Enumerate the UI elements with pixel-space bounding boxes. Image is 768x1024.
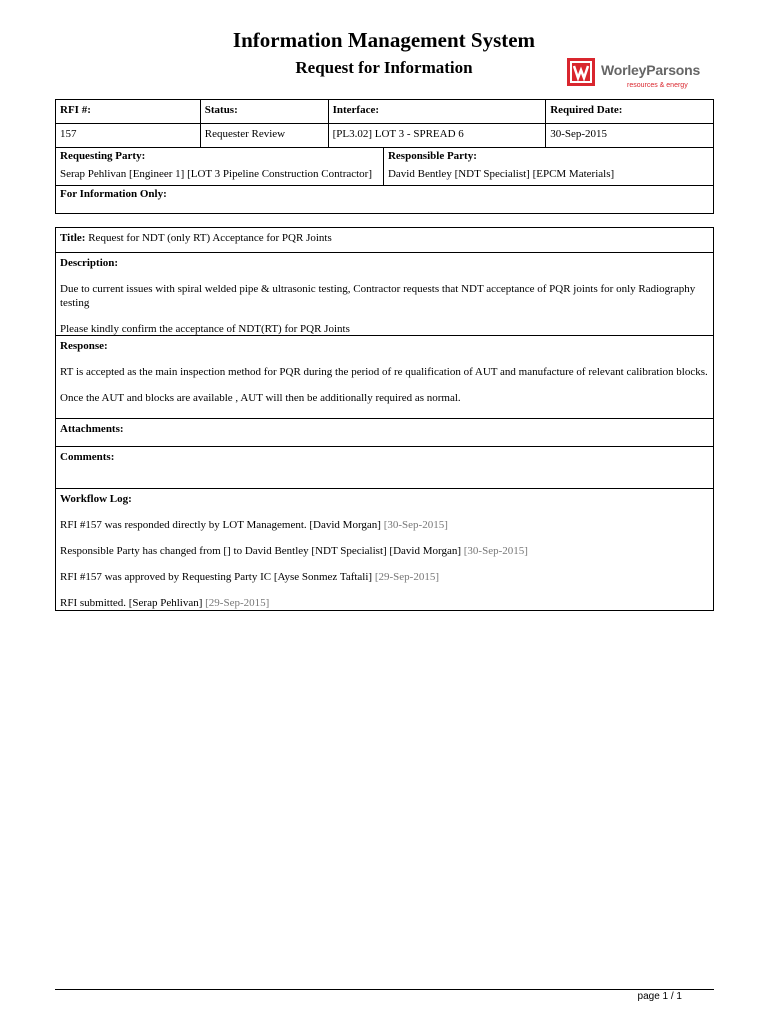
workflow-entry: RFI #157 was responded directly by LOT Management. [David Morgan] [30-Sep-2015] [60,519,448,531]
title-label: Title: [60,232,86,244]
attachments-label: Attachments: [60,423,124,435]
responsible-party-value: David Bentley [NDT Specialist] [EPCM Materials] [387,168,615,180]
response-text-1: RT is accepted as the main inspection method for PQR during the period of re qualification of AUT and manufacture of relevant calibration blocks. [60,366,708,378]
info-only-label: For Information Only: [56,186,714,214]
logo-mark-icon [567,58,595,86]
responsible-party-cell [383,148,713,186]
workflow-label: Workflow Log: [60,493,132,505]
description-label: Description: [60,257,119,269]
parties-table [55,147,714,214]
workflow-entry: Responsible Party has changed from [] to David Bentley [NDT Specialist] [David Morgan] [30-Sep-2015] [60,545,528,557]
page-subtitle: Request for Information [295,58,473,77]
status-value: Requester Review [200,124,328,148]
page-number: page 1 / 1 [637,991,682,1002]
title-block [56,228,713,253]
comments-label: Comments: [60,451,115,463]
requesting-party-value: Serap Pehlivan [Engineer 1] [LOT 3 Pipeline Construction Contractor] [60,168,373,180]
rfi-number: 157 [56,124,201,148]
required-date-value: 30-Sep-2015 [546,124,714,148]
requesting-party-label: Requesting Party: [60,150,146,162]
rfi-number-label: RFI #: [56,100,201,124]
requesting-party-cell [56,148,384,186]
status-label: Status: [200,100,328,124]
rfi-header-table [55,99,714,148]
title-value: Request for NDT (only RT) Acceptance for PQR Joints [88,232,332,244]
rfi-details [55,227,714,611]
description-text-2: Please kindly confirm the acceptance of NDT(RT) for PQR Joints [60,323,350,335]
description-block [56,253,713,336]
logo-tagline: resources & energy [627,82,688,89]
interface-value: [PL3.02] LOT 3 - SPREAD 6 [328,124,546,148]
interface-label: Interface: [328,100,546,124]
workflow-entry: RFI #157 was approved by Requesting Party IC [Ayse Sonmez Taftali] [29-Sep-2015] [60,571,439,583]
required-date-label: Required Date: [546,100,714,124]
workflow-entry: RFI submitted. [Serap Pehlivan] [29-Sep-2015] [60,597,270,609]
attachments-block [56,419,713,447]
comments-block [56,447,713,489]
response-label: Response: [60,340,108,352]
workflow-block [56,489,713,610]
responsible-party-label: Responsible Party: [387,150,477,162]
response-text-2: Once the AUT and blocks are available , AUT will then be additionally required as normal. [60,392,461,404]
logo-name: WorleyParsons [601,62,701,78]
company-logo [567,58,717,94]
response-block [56,336,713,419]
description-text-1: Due to current issues with spiral welded pipe & ultrasonic testing, Contractor requests that NDT acceptance of PQR joints for only Radiography testing [60,283,696,309]
footer-divider [55,989,714,990]
page-title: Information Management System [232,28,536,52]
